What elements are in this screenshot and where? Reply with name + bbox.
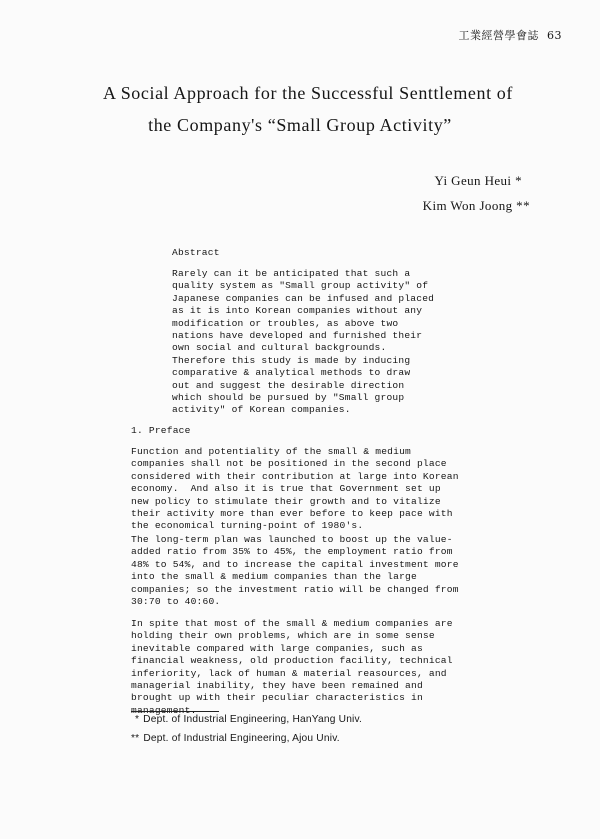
footnote-2: [131, 733, 340, 744]
paper-title-line-2: the Company's “Small Group Activity”: [148, 115, 452, 135]
paragraph-1: Function and potentiality of the small & medium companies shall not be positioned in the second place considered with their contribution at large into Korean economy. And also it is true that Government set up new policy to stimulate their growth and to vitalize their activity more than ever before to keep pace with the economical turning-point of 1980's.: [131, 446, 459, 532]
section-heading-preface: 1. Preface: [131, 425, 191, 436]
page-number: 63: [547, 29, 562, 42]
abstract-body: Rarely can it be anticipated that such a quality system as "Small group activity" of Japanese companies can be infused and placed as it is into Korean companies without any modification or troubles, as above two nations have developed and furnished their own social and cultural backgrounds. Therefore this study is made by inducing comparative & analytical methods to draw out and suggest the desirable direction which should be pursued by "Small group activity" of Korean companies.: [172, 268, 435, 416]
footnote-1: [135, 714, 362, 725]
running-header: [459, 27, 563, 43]
footnote-2-text: Dept. of Industrial Engineering, Ajou Univ.: [143, 733, 340, 744]
author-1: Yi Geun Heui *: [434, 173, 522, 188]
footnote-2-mark: **: [131, 733, 140, 744]
journal-name: 工業經營學會誌: [458, 29, 539, 42]
paper-title-line-1: A Social Approach for the Successful Senttlement of: [102, 83, 513, 103]
author-2: Kim Won Joong **: [422, 198, 530, 213]
abstract-heading: Abstract: [172, 247, 220, 258]
footnote-divider: [131, 711, 219, 712]
paragraph-2: The long-term plan was launched to boost up the value- added ratio from 35% to 45%, the employment ratio from 48% to 54%, and to increase the capital investment more into the small & medium companies than the large companies; so the investment ratio will be changed from 30:70 to 40:60.: [131, 534, 459, 608]
footnote-1-mark: *: [135, 714, 140, 725]
footnote-1-text: Dept. of Industrial Engineering, HanYang Univ.: [143, 714, 363, 725]
paragraph-3: In spite that most of the small & medium companies are holding their own problems, which are in some sense inevitable compared with large companies, such as financial weakness, old production facility, technical inferiority, lack of human & material reasources, and managerial inability, they have been remained and brought up with their peculiar characteristics in: [131, 618, 453, 704]
